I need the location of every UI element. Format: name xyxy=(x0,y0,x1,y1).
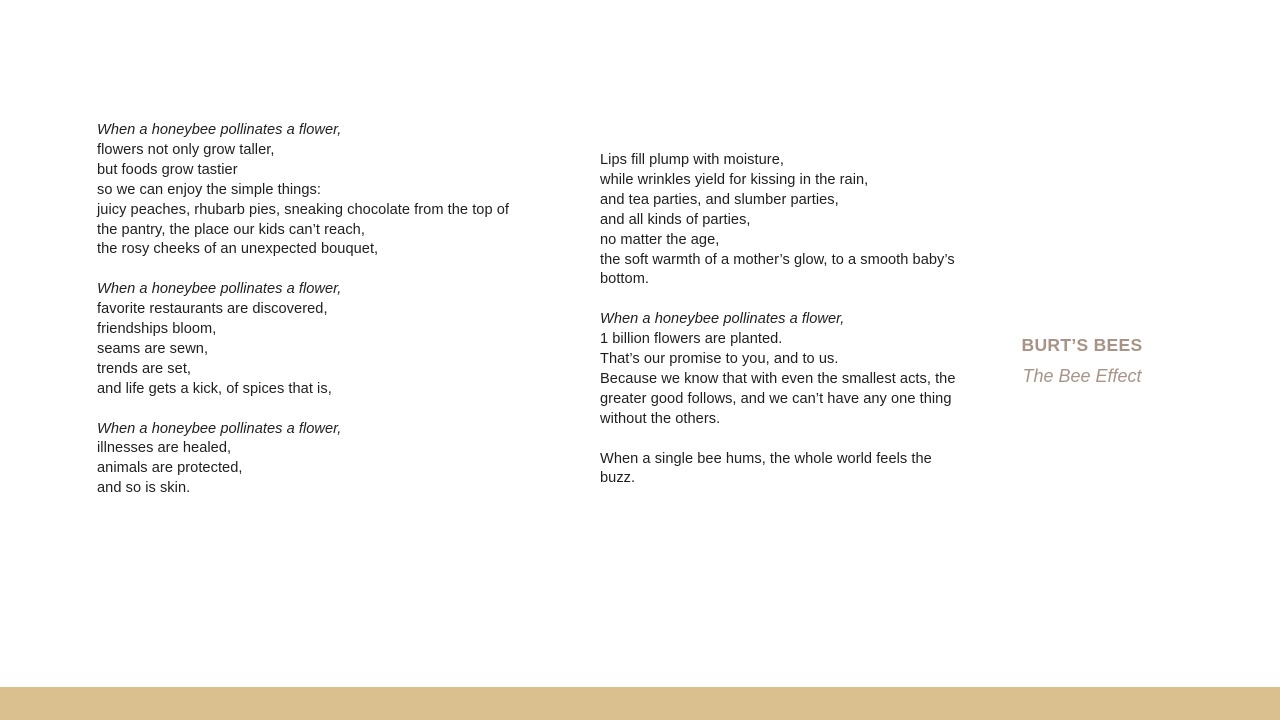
poem-line: juicy peaches, rhubarb pies, sneaking chocolate from the top of the pantry, the place our kids can’t reach, xyxy=(97,201,510,238)
poem-stanza xyxy=(97,420,517,500)
poem-stanza xyxy=(600,151,960,290)
poem-line: and life gets a kick, of spices that is, xyxy=(97,380,332,397)
poem-line: the rosy cheeks of an unexpected bouquet, xyxy=(97,241,379,258)
poem-stanza xyxy=(97,121,517,260)
poem-line: That’s our promise to you, and to us. xyxy=(600,351,839,368)
poem-line: flowers not only grow taller, xyxy=(97,141,275,158)
poem-line: 1 billion flowers are planted. xyxy=(600,331,783,348)
poem-stanza xyxy=(600,450,960,490)
footer-bar xyxy=(0,687,1280,720)
refrain-line: When a honeybee pollinates a flower, xyxy=(97,281,342,298)
poem-line: and all kinds of parties, xyxy=(600,211,751,228)
refrain-line: When a honeybee pollinates a flower, xyxy=(97,122,342,138)
poem-line: Lips fill plump with moisture, xyxy=(600,152,784,168)
poem-line: seams are sewn, xyxy=(97,340,209,357)
poem-line: while wrinkles yield for kissing in the rain, xyxy=(600,171,869,188)
poem-column-middle xyxy=(600,151,960,489)
poem-line: so we can enjoy the simple things: xyxy=(97,181,321,198)
poem-stanza xyxy=(97,280,517,399)
poem-column-left xyxy=(97,121,517,499)
poem-stanza xyxy=(600,310,960,429)
poem-line: and so is skin. xyxy=(97,480,191,497)
poem-line: favorite restaurants are discovered, xyxy=(97,301,328,318)
poem-line: animals are protected, xyxy=(97,460,243,477)
brand-name: BURT’S BEES xyxy=(1021,335,1143,355)
poem-line: the soft warmth of a mother’s glow, to a smooth baby’s bottom. xyxy=(600,251,955,288)
poem-line: trends are set, xyxy=(97,360,192,377)
poem-line: but foods grow tastier xyxy=(97,161,238,178)
closing-line: When a single bee hums, the whole world feels the buzz. xyxy=(600,450,932,487)
poem-line: friendships bloom, xyxy=(97,321,217,338)
poem-line: illnesses are healed, xyxy=(97,440,232,457)
poem-line: no matter the age, xyxy=(600,231,720,248)
refrain-line: When a honeybee pollinates a flower, xyxy=(97,420,342,437)
poem-line: Because we know that with even the smallest acts, the greater good follows, and we can’t have any one thing without the others. xyxy=(600,370,956,427)
poem-line: and tea parties, and slumber parties, xyxy=(600,191,839,208)
refrain-line: When a honeybee pollinates a flower, xyxy=(600,311,845,328)
brand-tagline: The Bee Effect xyxy=(1022,366,1142,386)
brand-block xyxy=(982,333,1182,389)
